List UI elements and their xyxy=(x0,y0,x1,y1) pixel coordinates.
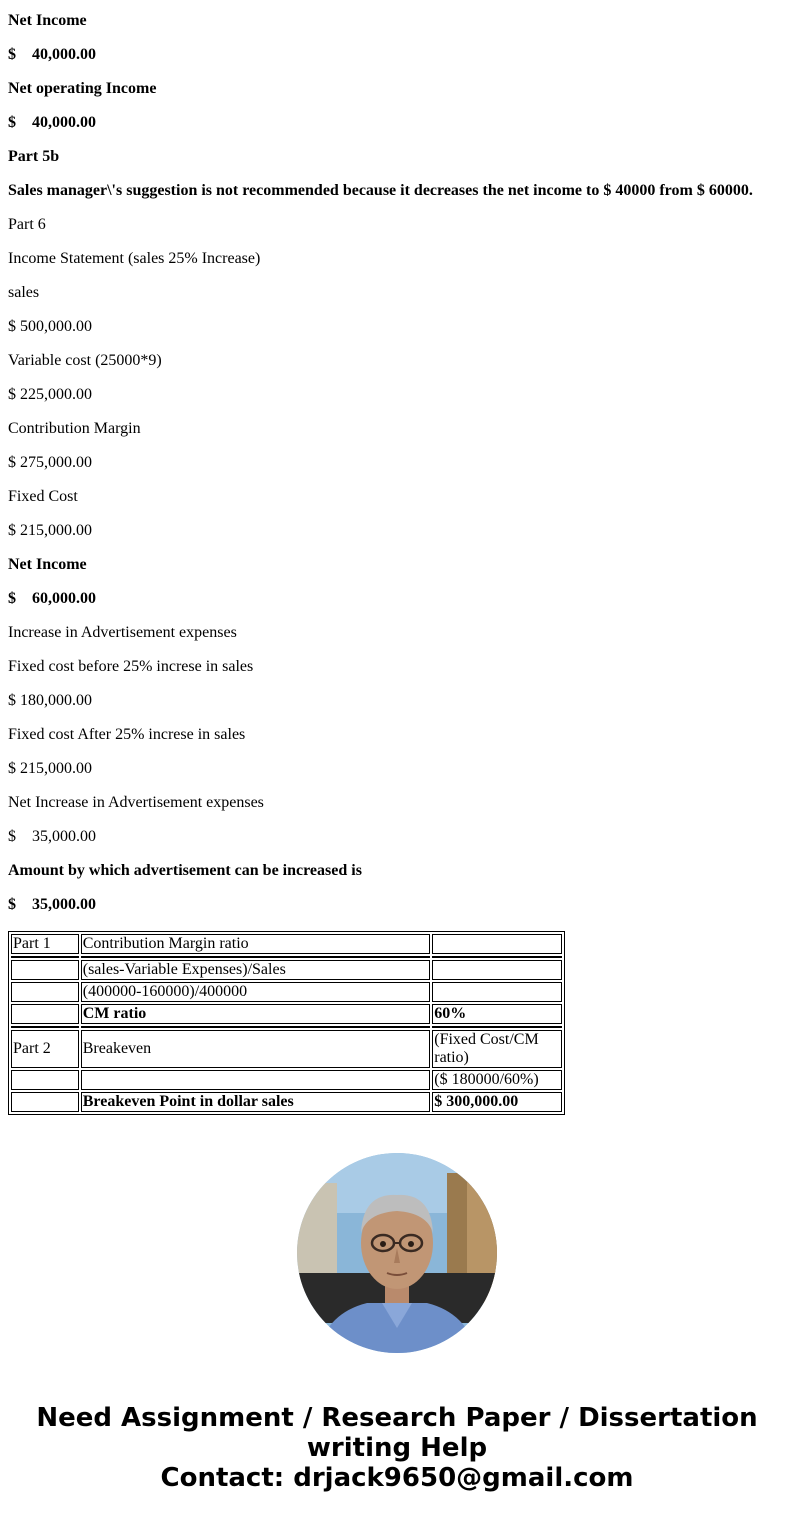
table-cell: Breakeven xyxy=(81,1030,430,1068)
doc-line: $ 275,000.00 xyxy=(8,454,92,471)
doc-line: Net Income xyxy=(8,556,87,573)
doc-line: sales xyxy=(8,284,40,301)
table-row xyxy=(11,1004,562,1024)
doc-line: $ 180,000.00 xyxy=(8,692,92,709)
separator-cell xyxy=(432,1026,562,1028)
table-row xyxy=(11,1070,562,1090)
table-row xyxy=(11,960,562,980)
table-row xyxy=(11,1030,562,1068)
calculation-table xyxy=(8,931,565,1115)
doc-line: $ 500,000.00 xyxy=(8,318,92,335)
author-photo xyxy=(297,1153,497,1353)
table-cell: Part 2 xyxy=(11,1030,79,1068)
table-cell xyxy=(81,1070,430,1090)
table-cell: (sales-Variable Expenses)/Sales xyxy=(81,960,430,980)
doc-line: Part 5b xyxy=(8,148,60,165)
table-cell: Contribution Margin ratio xyxy=(81,934,430,954)
table-cell xyxy=(11,1070,79,1090)
doc-line: Income Statement (sales 25% Increase) xyxy=(8,250,261,267)
doc-line: Fixed Cost xyxy=(8,488,78,505)
table-cell: (400000-160000)/400000 xyxy=(81,982,430,1002)
table-cell: Breakeven Point in dollar sales xyxy=(81,1092,430,1112)
doc-line: Sales manager\'s suggestion is not recommended because it decreases the net income to $ 40000 from $ 60000. xyxy=(8,182,753,199)
contact-banner xyxy=(0,1403,794,1493)
doc-line: $ 215,000.00 xyxy=(8,522,92,539)
help-heading: Need Assignment / Research Paper / Dissertation writing Help xyxy=(36,1403,758,1463)
table-cell: (Fixed Cost/CM ratio) xyxy=(432,1030,562,1068)
contact-email: Contact: drjack9650@gmail.com xyxy=(160,1463,634,1493)
doc-line: Contribution Margin xyxy=(8,420,141,437)
table-row xyxy=(11,982,562,1002)
doc-line: $ 35,000.00 xyxy=(8,828,96,845)
separator-cell xyxy=(11,956,79,958)
doc-line: Variable cost (25000*9) xyxy=(8,352,162,369)
doc-line: Net operating Income xyxy=(8,80,157,97)
table-cell xyxy=(11,960,79,980)
doc-line: $ 40,000.00 xyxy=(8,114,96,131)
doc-line: $ 225,000.00 xyxy=(8,386,92,403)
table-cell xyxy=(11,1004,79,1024)
doc-line: Net Increase in Advertisement expenses xyxy=(8,794,264,811)
table-cell xyxy=(11,1092,79,1112)
doc-line: $ 35,000.00 xyxy=(8,896,96,913)
table-cell xyxy=(11,982,79,1002)
separator-cell xyxy=(432,956,562,958)
table-separator xyxy=(11,956,562,958)
table-cell: ($ 180000/60%) xyxy=(432,1070,562,1090)
document-body xyxy=(8,0,788,918)
table-row xyxy=(11,934,562,954)
doc-line: Increase in Advertisement expenses xyxy=(8,624,237,641)
separator-cell xyxy=(81,956,430,958)
table-separator xyxy=(11,1026,562,1028)
doc-line: Part 6 xyxy=(8,216,46,233)
separator-cell xyxy=(11,1026,79,1028)
doc-line: $ 215,000.00 xyxy=(8,760,92,777)
table-row xyxy=(11,1092,562,1112)
doc-line: Net Income xyxy=(8,12,87,29)
table-cell xyxy=(432,982,562,1002)
table-cell: CM ratio xyxy=(81,1004,430,1024)
doc-line: Amount by which advertisement can be increased is xyxy=(8,862,362,879)
doc-line: Fixed cost before 25% increse in sales xyxy=(8,658,254,675)
table-cell: 60% xyxy=(432,1004,562,1024)
doc-line: $ 60,000.00 xyxy=(8,590,96,607)
table-cell xyxy=(432,960,562,980)
table-cell: Part 1 xyxy=(11,934,79,954)
table-cell xyxy=(432,934,562,954)
doc-line: Fixed cost After 25% increse in sales xyxy=(8,726,246,743)
portrait-image xyxy=(297,1153,497,1353)
table-cell: $ 300,000.00 xyxy=(432,1092,562,1112)
separator-cell xyxy=(81,1026,430,1028)
doc-line: $ 40,000.00 xyxy=(8,46,96,63)
